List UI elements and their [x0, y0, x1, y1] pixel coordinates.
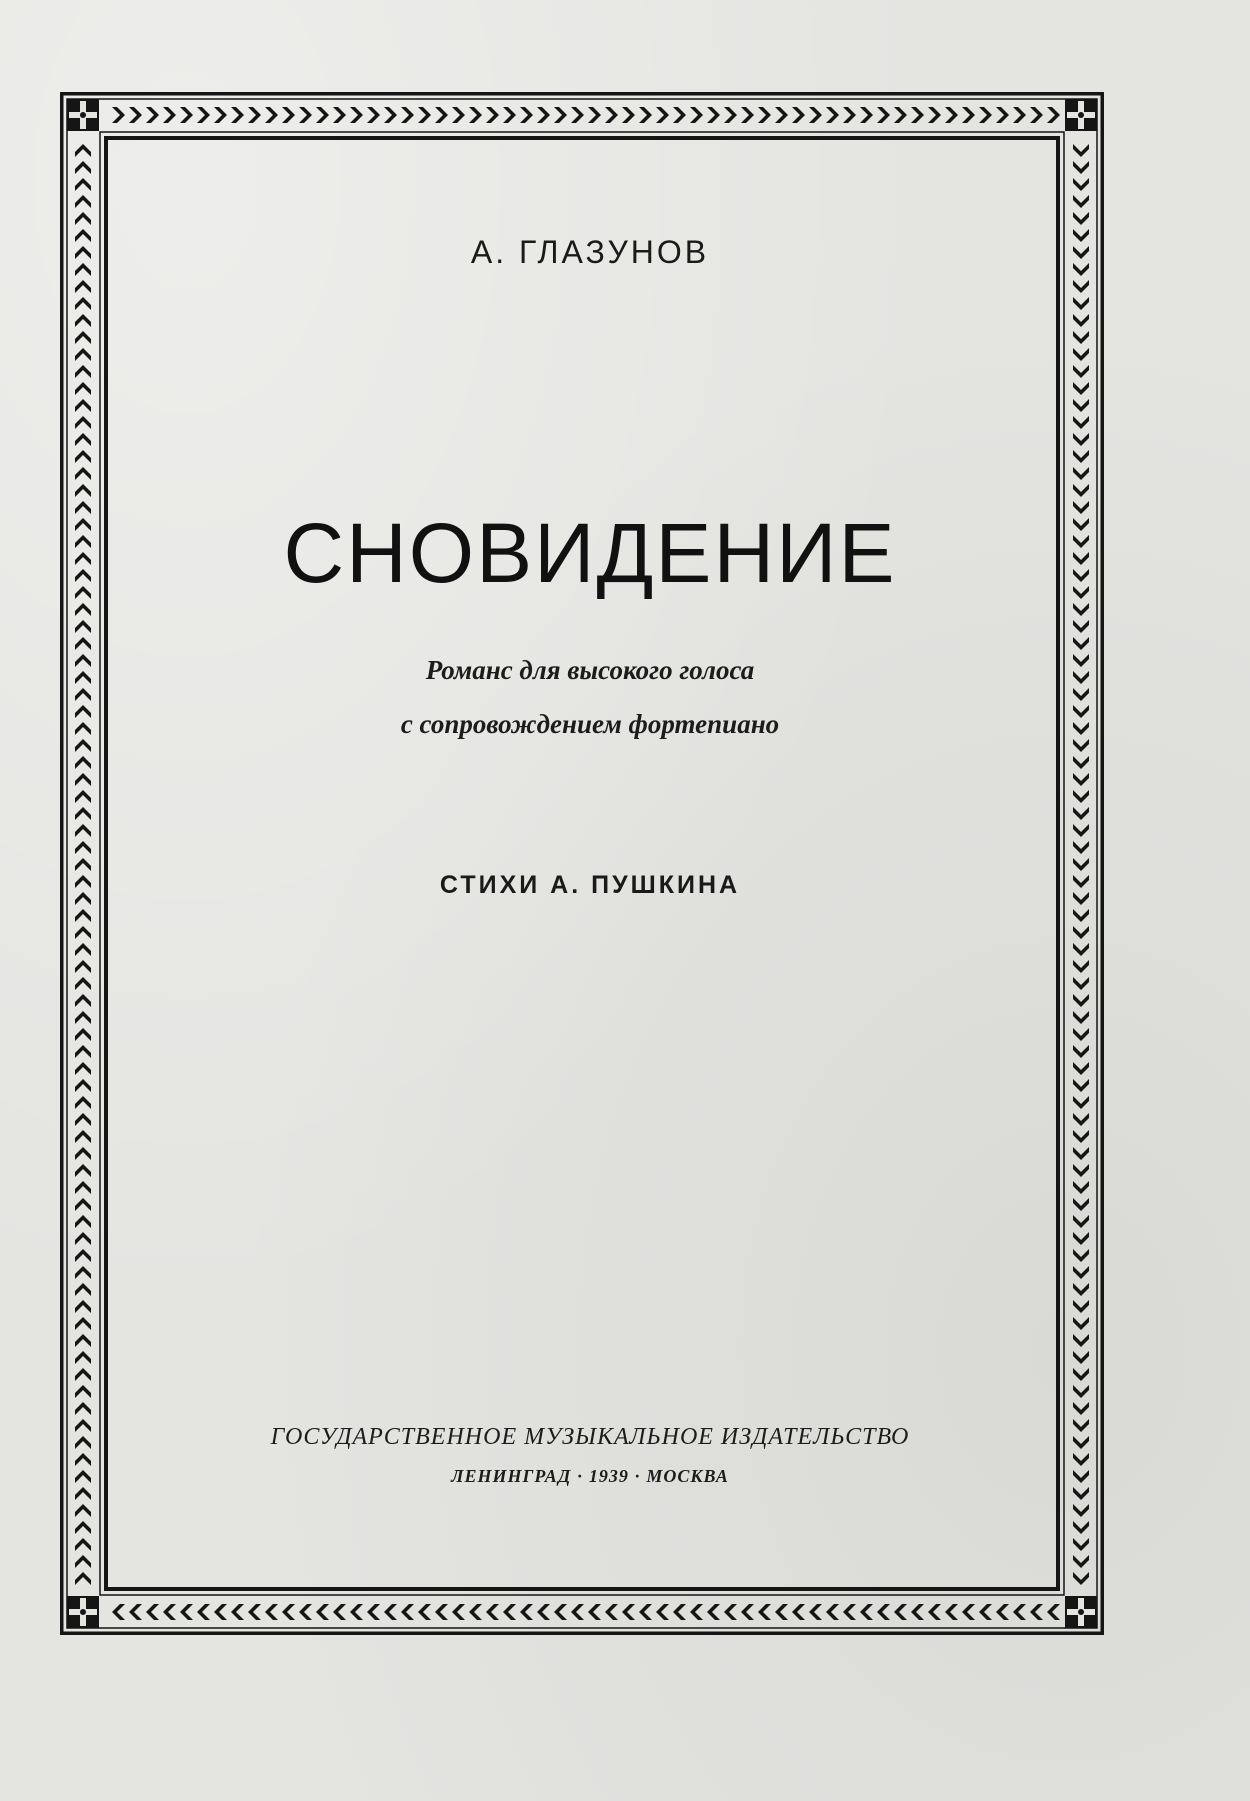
imprint-line: [0, 1466, 1180, 1487]
imprint-year: 1939: [588, 1466, 629, 1486]
author-name: А. ГЛАЗУНОВ: [470, 234, 710, 270]
work-title: СНОВИДЕНИЕ: [283, 506, 897, 600]
imprint-city-2: МОСКВА: [646, 1466, 729, 1486]
imprint-separator: ·: [577, 1466, 583, 1486]
publisher-name: ГОСУДАРСТВЕННОЕ МУЗЫКАЛЬНОЕ ИЗДАТЕЛЬСТВО: [270, 1424, 910, 1450]
subtitle-line-2: с сопровождением фортепиано: [400, 709, 780, 739]
imprint-separator: ·: [634, 1466, 641, 1486]
subtitle-line-1: Романс для высокого голоса: [425, 655, 755, 685]
imprint-city-1: ЛЕНИНГРАД: [451, 1466, 572, 1486]
poet-credit: СТИХИ А. ПУШКИНА: [439, 871, 741, 899]
